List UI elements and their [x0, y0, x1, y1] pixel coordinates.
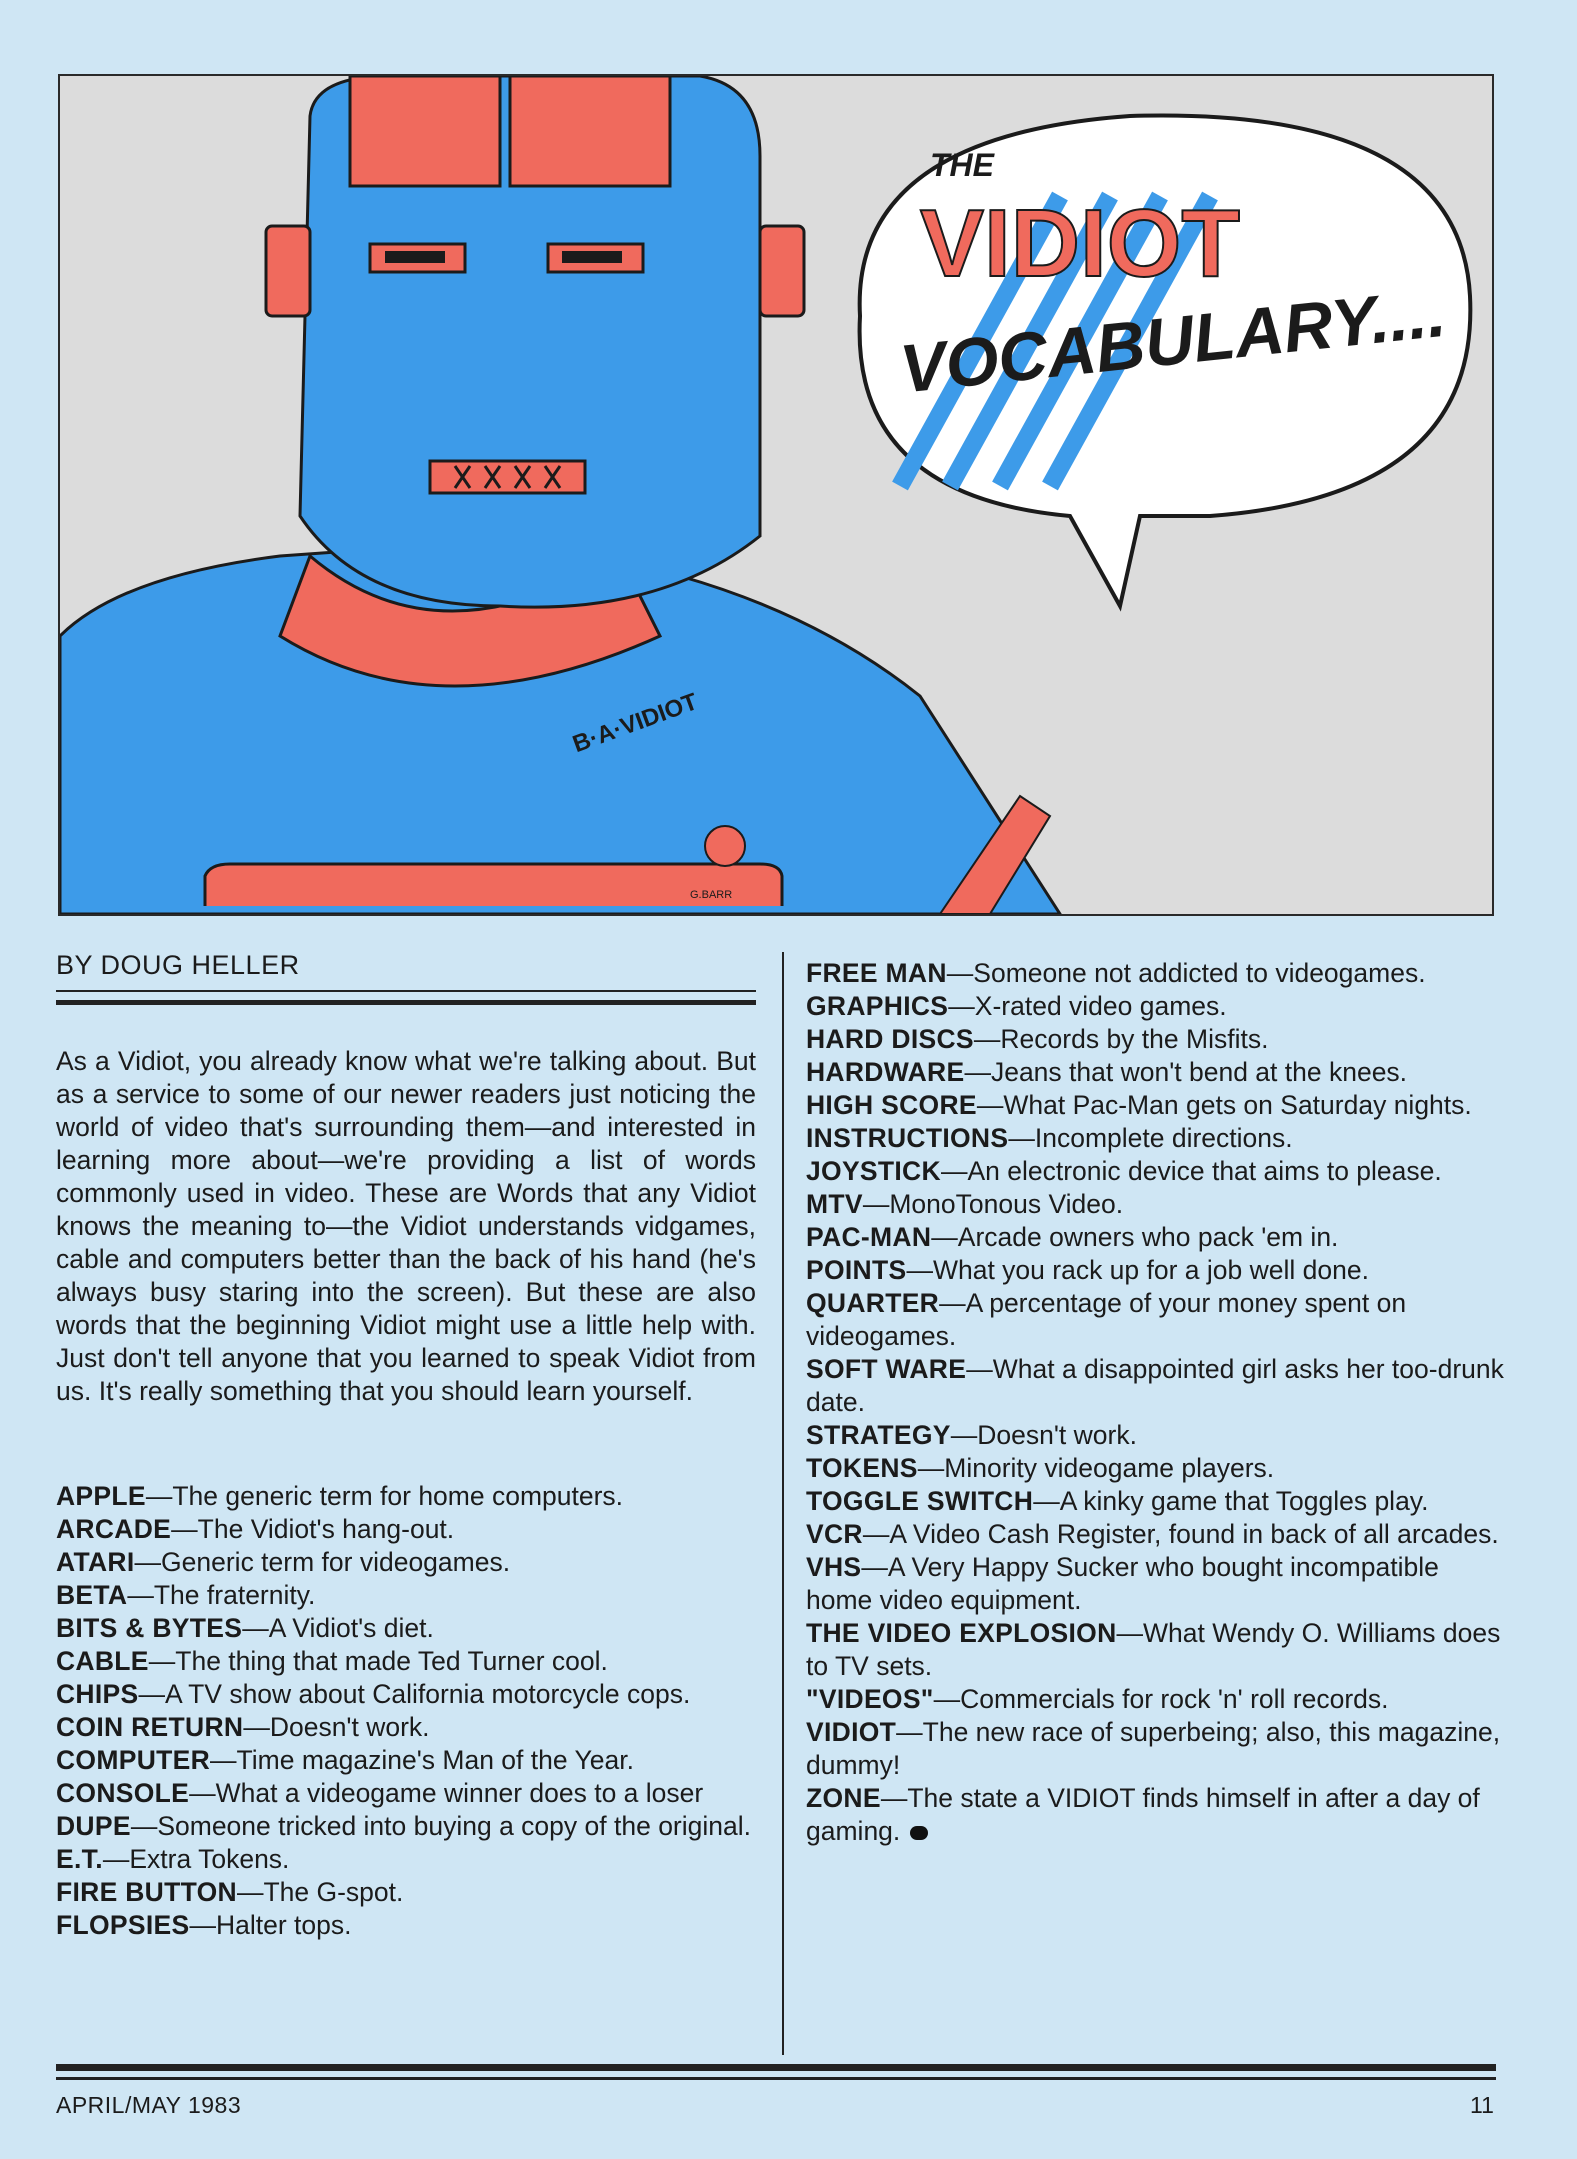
glossary-definition: —A Vidiot's diet.	[242, 1613, 434, 1643]
title-the: THE	[930, 147, 994, 183]
glossary-term: SOFT WARE	[806, 1354, 967, 1384]
glossary-definition: —Commercials for rock 'n' roll records.	[933, 1684, 1389, 1714]
glossary-entry	[806, 1122, 1506, 1155]
glossary-entry	[56, 1612, 756, 1645]
glossary-term: PAC-MAN	[806, 1222, 932, 1252]
left-glossary-column	[56, 1480, 756, 1942]
glossary-entry	[806, 1155, 1506, 1188]
glossary-term: HARDWARE	[806, 1057, 965, 1087]
byline-rule	[56, 990, 756, 992]
glossary-term: COMPUTER	[56, 1745, 211, 1775]
glossary-entry	[806, 1089, 1506, 1122]
glossary-entry	[806, 1419, 1506, 1452]
glossary-entry	[806, 1287, 1506, 1353]
glossary-term: INSTRUCTIONS	[806, 1123, 1009, 1153]
glossary-definition: —The new race of superbeing; also, this magazine, dummy!	[806, 1717, 1501, 1780]
glossary-term: GRAPHICS	[806, 991, 949, 1021]
glossary-definition: —MonoTonous Video.	[862, 1189, 1124, 1219]
glossary-term: MTV	[806, 1189, 863, 1219]
glossary-entry	[56, 1843, 756, 1876]
glossary-entry	[56, 1744, 756, 1777]
glossary-entry	[806, 1716, 1506, 1782]
glossary-definition: —Incomplete directions.	[1008, 1123, 1293, 1153]
glossary-entry	[56, 1546, 756, 1579]
glossary-term: POINTS	[806, 1255, 907, 1285]
glossary-term: THE VIDEO EXPLOSION	[806, 1618, 1117, 1648]
glossary-definition: —What a videogame winner does to a loser	[189, 1778, 704, 1808]
glossary-definition: —A kinky game that Toggles play.	[1033, 1486, 1429, 1516]
glossary-definition: —The G-spot.	[236, 1877, 404, 1907]
glossary-term: DUPE	[56, 1811, 131, 1841]
glossary-entry	[806, 957, 1506, 990]
glossary-definition: —Extra Tokens.	[102, 1844, 290, 1874]
glossary-entry	[56, 1876, 756, 1909]
glossary-definition: —A Very Happy Sucker who bought incompatible home video equipment.	[806, 1552, 1439, 1615]
glossary-term: CHIPS	[56, 1679, 139, 1709]
glossary-term: CONSOLE	[56, 1778, 190, 1808]
robot-illustration	[60, 76, 1492, 914]
glossary-definition: —Time magazine's Man of the Year.	[210, 1745, 634, 1775]
glossary-definition: —Minority videogame players.	[917, 1453, 1275, 1483]
glossary-term: BITS & BYTES	[56, 1613, 243, 1643]
page-number: 11	[1470, 2092, 1494, 2118]
glossary-definition: —A TV show about California motorcycle cops.	[138, 1679, 691, 1709]
glossary-term: QUARTER	[806, 1288, 940, 1318]
glossary-entry	[806, 990, 1506, 1023]
glossary-entry	[56, 1711, 756, 1744]
glossary-term: TOKENS	[806, 1453, 918, 1483]
glossary-term: ATARI	[56, 1547, 135, 1577]
glossary-definition: —The generic term for home computers.	[145, 1481, 624, 1511]
column-divider	[782, 952, 784, 2055]
footer-rule-thick	[56, 2064, 1496, 2071]
glossary-definition: —The Vidiot's hang-out.	[171, 1514, 455, 1544]
glossary-entry	[806, 1683, 1506, 1716]
glossary-term: ARCADE	[56, 1514, 172, 1544]
glossary-entry	[806, 1782, 1506, 1848]
glossary-term: TOGGLE SWITCH	[806, 1486, 1034, 1516]
glossary-definition: —Arcade owners who pack 'em in.	[931, 1222, 1339, 1252]
collar-text: B·A·VIDIOT	[569, 688, 702, 759]
glossary-entry	[806, 1485, 1506, 1518]
glossary-term: ZONE	[806, 1783, 881, 1813]
glossary-definition: —Doesn't work.	[950, 1420, 1137, 1450]
glossary-definition: —Doesn't work.	[243, 1712, 430, 1742]
glossary-definition: —Someone tricked into buying a copy of the original.	[130, 1811, 751, 1841]
glossary-term: HARD DISCS	[806, 1024, 974, 1054]
glossary-term: COIN RETURN	[56, 1712, 244, 1742]
glossary-term: FLOPSIES	[56, 1910, 190, 1940]
glossary-entry	[806, 1056, 1506, 1089]
footer-rule-thin	[56, 2077, 1496, 2080]
glossary-entry	[806, 1353, 1506, 1419]
glossary-term: VIDIOT	[806, 1717, 897, 1747]
glossary-entry	[56, 1810, 756, 1843]
glossary-entry	[56, 1645, 756, 1678]
glossary-definition: —What you rack up for a job well done.	[906, 1255, 1369, 1285]
glossary-definition: —Halter tops.	[189, 1910, 352, 1940]
glossary-term: VCR	[806, 1519, 863, 1549]
glossary-definition: —A percentage of your money spent on videogames.	[806, 1288, 1407, 1351]
glossary-definition: —What a disappointed girl asks her too-drunk date.	[806, 1354, 1504, 1417]
right-glossary-column	[806, 957, 1506, 1848]
glossary-definition: —The state a VIDIOT finds himself in after a day of gaming.	[806, 1783, 1480, 1846]
glossary-term: CABLE	[56, 1646, 149, 1676]
glossary-term: APPLE	[56, 1481, 146, 1511]
intro-paragraph: As a Vidiot, you already know what we're talking about. But as a service to some of our newer readers just noticing the world of video that's surrounding them—and interested in learning more about—we're providing a list of words commonly used in video. These are Words that any Vidiot knows the meaning to—the Vidiot understands vidgames, cable and computers better than the back of his hand (he's always busy staring into the screen). But these are also words that the beginning Vidiot might use a little help with. Just don't tell anyone that you learned to speak Vidiot from us. It's really something that you should learn yourself.	[56, 1046, 756, 1406]
glossary-definition: —What Pac-Man gets on Saturday nights.	[976, 1090, 1472, 1120]
glossary-term: FIRE BUTTON	[56, 1877, 237, 1907]
byline-rule-thick	[56, 1000, 756, 1005]
glossary-entry	[806, 1188, 1506, 1221]
glossary-entry	[806, 1551, 1506, 1617]
title-vidiot: VIDIOT	[920, 190, 1241, 297]
glossary-definition: —Someone not addicted to videogames.	[946, 958, 1426, 988]
glossary-definition: —X-rated video games.	[948, 991, 1227, 1021]
glossary-term: HIGH SCORE	[806, 1090, 977, 1120]
glossary-entry	[806, 1023, 1506, 1056]
end-of-article-mark	[910, 1826, 928, 1840]
issue-date: APRIL/MAY 1983	[56, 2092, 242, 2118]
glossary-definition: —Jeans that won't bend at the knees.	[964, 1057, 1408, 1087]
glossary-term: FREE MAN	[806, 958, 947, 988]
glossary-definition: —Records by the Misfits.	[973, 1024, 1269, 1054]
glossary-entry	[56, 1579, 756, 1612]
glossary-definition: —The thing that made Ted Turner cool.	[148, 1646, 608, 1676]
glossary-entry	[56, 1480, 756, 1513]
glossary-definition: —Generic term for videogames.	[134, 1547, 511, 1577]
glossary-entry	[806, 1617, 1506, 1683]
glossary-entry	[56, 1678, 756, 1711]
glossary-term: JOYSTICK	[806, 1156, 941, 1186]
glossary-term: "VIDEOS"	[806, 1684, 934, 1714]
glossary-entry	[806, 1221, 1506, 1254]
glossary-term: VHS	[806, 1552, 862, 1582]
glossary-term: E.T.	[56, 1844, 103, 1874]
glossary-entry	[56, 1777, 756, 1810]
glossary-term: BETA	[56, 1580, 128, 1610]
glossary-definition: —A Video Cash Register, found in back of all arcades.	[862, 1519, 1499, 1549]
glossary-term: STRATEGY	[806, 1420, 951, 1450]
title-vocabulary: VOCABULARY....	[896, 274, 1450, 408]
glossary-definition: —What Wendy O. Williams does to TV sets.	[806, 1618, 1501, 1681]
glossary-entry	[56, 1909, 756, 1942]
vidiot-illustration	[58, 74, 1494, 916]
glossary-entry	[56, 1513, 756, 1546]
byline: BY DOUG HELLER	[56, 950, 300, 980]
glossary-definition: —The fraternity.	[127, 1580, 316, 1610]
glossary-entry	[806, 1518, 1506, 1551]
artist-signature: G.BARR	[690, 889, 733, 901]
glossary-definition: —An electronic device that aims to please.	[940, 1156, 1442, 1186]
glossary-entry	[806, 1254, 1506, 1287]
glossary-entry	[806, 1452, 1506, 1485]
